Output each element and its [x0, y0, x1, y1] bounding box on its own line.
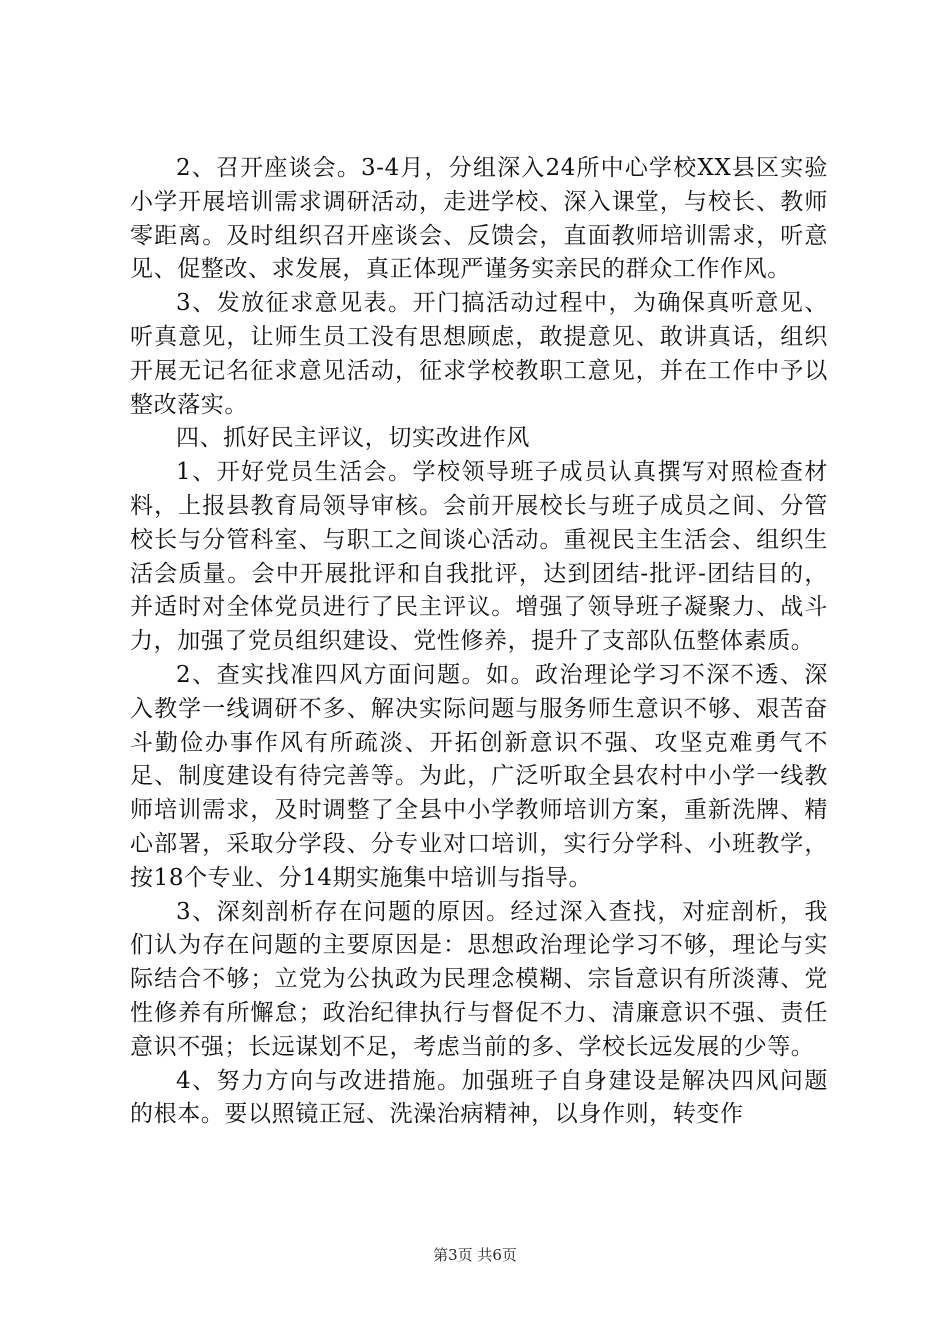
- page-number-footer: 第3页 共6页: [433, 1246, 517, 1264]
- paragraph-6: 4、努力方向与改进措施。加强班子自身建设是解决四风问题的根本。要以照镜正冠、洗澡治病精神，以身作则，转变作: [130, 1067, 828, 1128]
- document-body: [130, 152, 828, 1132]
- section-heading: 四、抓好民主评议，切实改进作风: [176, 425, 530, 452]
- paragraph-5: 3、深刻剖析存在问题的原因。经过深入查找，对症剖析，我们认为存在问题的主要原因是：思想政治理论学习不够，理论与实际结合不够；立党为公执政为民理念模糊、宗旨意识有所淡薄、党性修养有所懈怠；政治纪律执行与督促不力、清廉意识不强、责任意识不强；长远谋划不足，考虑当前的多、学校长远发展的少等。: [130, 898, 828, 1060]
- paragraph-2: 3、发放征求意见表。开门搞活动过程中，为确保真听意见、听真意见，让师生员工没有思想顾虑，敢提意见、敢讲真话，组织开展无记名征求意见活动，征求学校教职工意见，并在工作中予以整改落实。: [130, 290, 828, 418]
- paragraph-4: 2、查实找准四风方面问题。如。政治理论学习不深不透、深入教学一线调研不多、解决实际问题与服务师生意识不够、艰苦奋斗勤俭办事作风有所疏淡、开拓创新意识不强、攻坚克难勇气不足、制度建设有待完善等。为此，广泛听取全县农村中小学一线教师培训需求，及时调整了全县中小学教师培训方案，重新洗牌、精心部署，采取分学段、分专业对口培训，实行分学科、小班教学，按18个专业、分14期实施集中培训与指导。: [130, 661, 828, 891]
- paragraph-3: 1、开好党员生活会。学校领导班子成员认真撰写对照检查材料，上报县教育局领导审核。会前开展校长与班子成员之间、分管校长与分管科室、与职工之间谈心活动。重视民主生活会、组织生活会质量。会中开展批评和自我批评，达到团结-批评-团结目的，并适时对全体党员进行了民主评议。增强了领导班子凝聚力、战斗力，加强了党员组织建设、党性修养，提升了支部队伍整体素质。: [130, 459, 828, 655]
- paragraph-1: 2、召开座谈会。3-4月，分组深入24所中心学校XX县区实验小学开展培训需求调研活动，走进学校、深入课堂，与校长、教师零距离。及时组织召开座谈会、反馈会，直面教师培训需求，听意见、促整改、求发展，真正体现严谨务实亲民的群众工作作风。: [130, 155, 828, 283]
